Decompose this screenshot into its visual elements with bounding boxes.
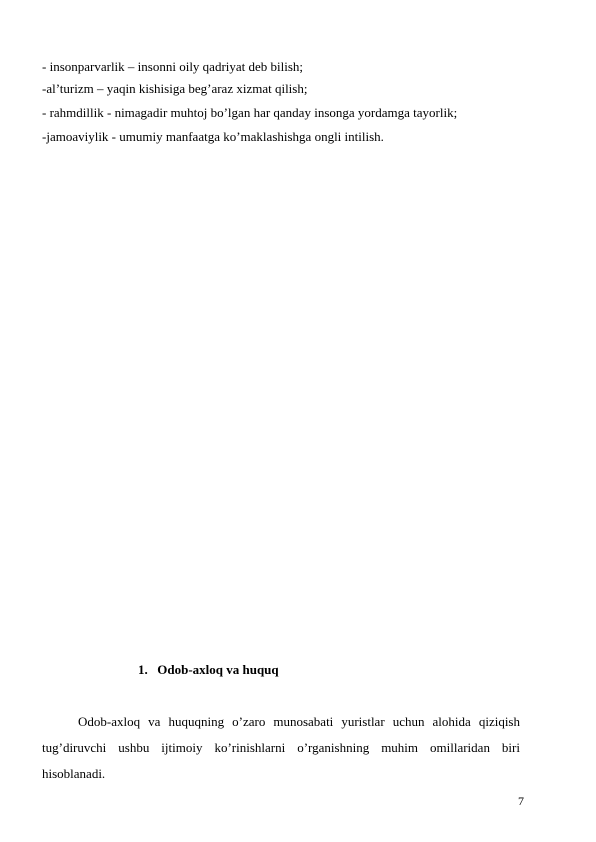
list-item: -jamoaviylik - umumiy manfaatga ko’maklashishga ongli intilish.	[42, 129, 384, 144]
section-title: Odob-axloq va huquq	[157, 662, 279, 677]
list-item: -al’turizm – yaqin kishisiga beg’araz xizmat qilish;	[42, 81, 308, 96]
list-item: - rahmdillik - nimagadir muhtoj bo’lgan har qanday insonga yordamga tayorlik;	[42, 105, 458, 120]
section-number: 1.	[138, 662, 148, 677]
page-number: 7	[518, 794, 524, 808]
list-item: - insonparvarlik – insonni oily qadriyat deb bilish;	[42, 59, 304, 74]
section-heading	[138, 662, 279, 678]
body-paragraph: Odob-axloq va huquqning o’zaro munosabati yuristlar uchun alohida qiziqish tug’diruvchi ushbu ijtimoiy ko’rinishlarni o’rganishning muhim omillaridan biri hisoblanadi.	[42, 714, 520, 781]
